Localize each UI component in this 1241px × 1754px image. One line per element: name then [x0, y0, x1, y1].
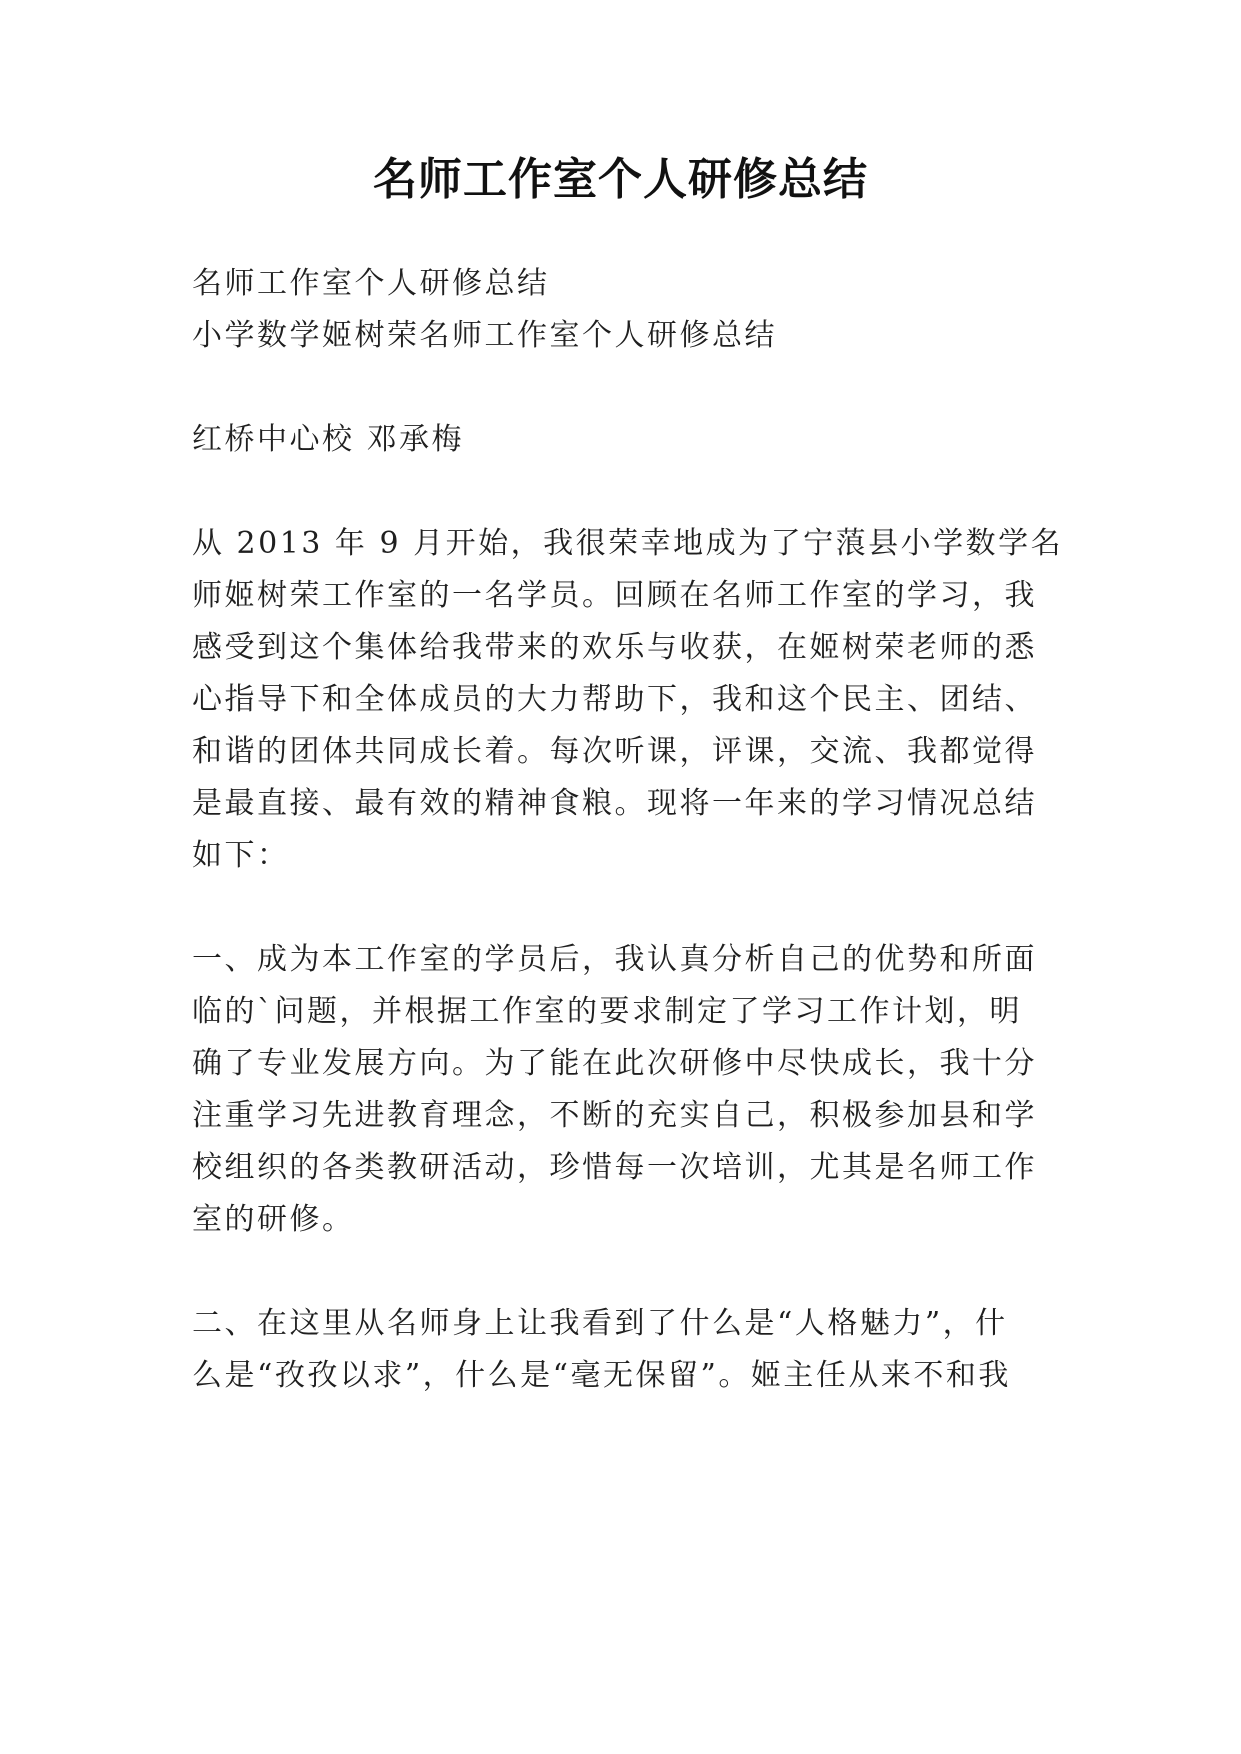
paragraph-line: 临的`问题，并根据工作室的要求制定了学习工作计划，明 [192, 994, 1022, 1029]
paragraph-line: 一、成为本工作室的学员后，我认真分析自己的优势和所面 [192, 942, 1037, 977]
paragraph-line: 注重学习先进教育理念，不断的充实自己，积极参加县和学 [192, 1098, 1037, 1133]
page-title: 名师工作室个人研修总结 [373, 154, 868, 205]
paragraph-line: 二、在这里从名师身上让我看到了什么是“人格魅力”，什 [192, 1306, 1008, 1341]
paragraph-line: 从 2013 年 9 月开始，我很荣幸地成为了宁蒗县小学数学名 [192, 526, 1064, 561]
subtitle-line: 小学数学姬树荣名师工作室个人研修总结 [192, 318, 777, 353]
paragraph-line: 和谐的团体共同成长着。每次听课，评课，交流、我都觉得 [192, 734, 1037, 769]
paragraph-line: 感受到这个集体给我带来的欢乐与收获，在姬树荣老师的悉 [192, 630, 1037, 665]
paragraph-line: 是最直接、最有效的精神食粮。现将一年来的学习情况总结 [192, 786, 1037, 821]
paragraph-line: 么是“孜孜以求”，什么是“毫无保留”。姬主任从来不和我 [192, 1358, 1011, 1393]
subtitle-line: 名师工作室个人研修总结 [192, 266, 550, 301]
paragraph-line: 确了专业发展方向。为了能在此次研修中尽快成长，我十分 [192, 1046, 1037, 1081]
author-line: 红桥中心校 邓承梅 [192, 422, 465, 457]
paragraph-line: 师姬树荣工作室的一名学员。回顾在名师工作室的学习，我 [192, 578, 1037, 613]
paragraph-line: 校组织的各类教研活动，珍惜每一次培训，尤其是名师工作 [192, 1150, 1037, 1185]
paragraph-line: 室的研修。 [192, 1202, 355, 1237]
paragraph-line: 如下： [192, 838, 290, 873]
paragraph-line: 心指导下和全体成员的大力帮助下，我和这个民主、团结、 [192, 682, 1037, 717]
